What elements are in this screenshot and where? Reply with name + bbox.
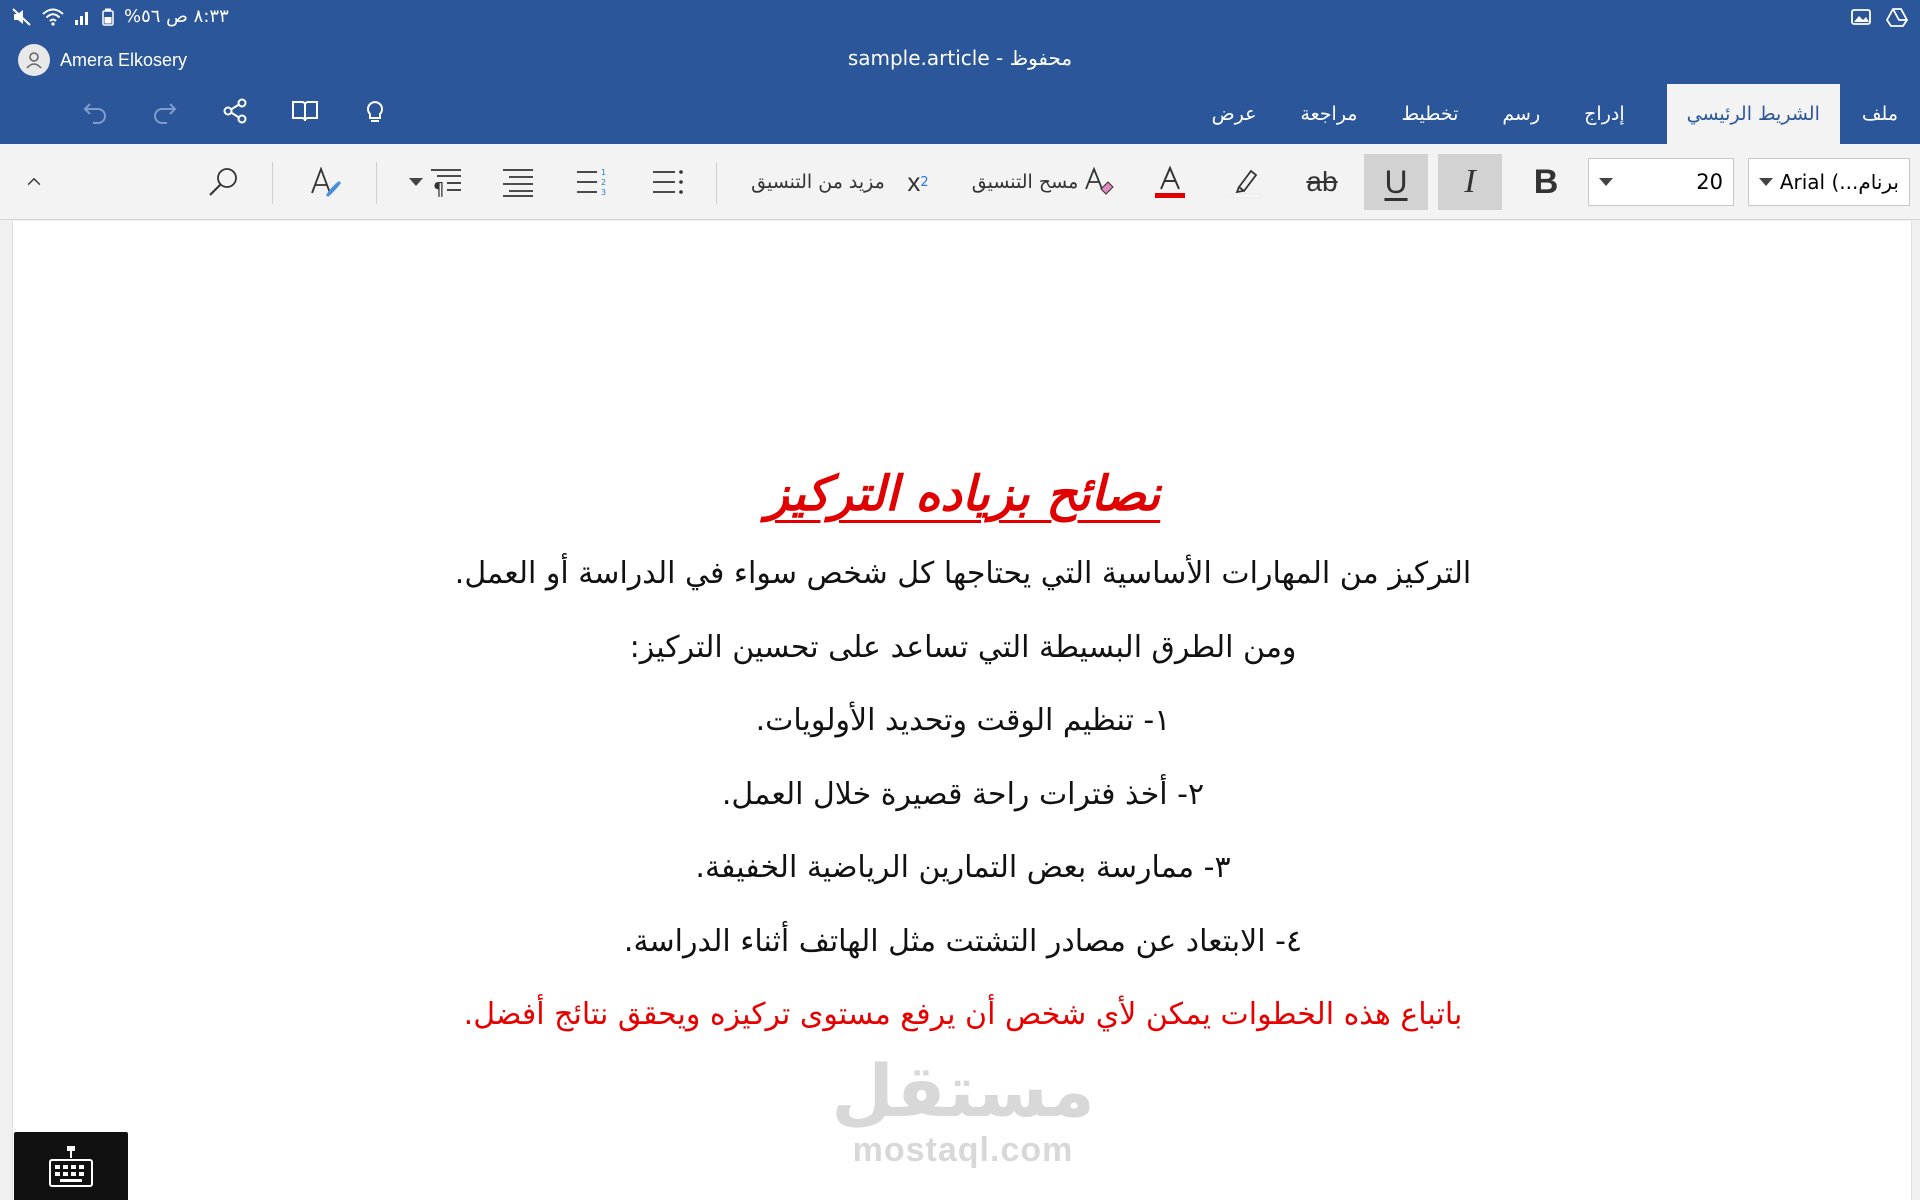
ribbon-separator [376, 162, 377, 204]
more-formatting-label: مزيد من التنسيق [751, 171, 885, 193]
paragraph-direction-dropdown[interactable] [396, 154, 476, 210]
strikethrough-button[interactable] [1290, 154, 1354, 210]
more-formatting-button[interactable] [746, 154, 890, 210]
bold-button[interactable] [1510, 154, 1582, 210]
undo-button[interactable] [80, 96, 110, 126]
eraser-icon [1082, 165, 1116, 199]
quick-access-toolbar [80, 96, 390, 126]
bold-label: B [1533, 162, 1559, 201]
conclusion-paragraph: باتباع هذه الخطوات يمكن لأي شخص أن يرفع مستوى تركيزه ويحقق نتائج أفضل. [463, 997, 1463, 1032]
undo-icon [81, 97, 109, 125]
tab-home[interactable]: الشريط الرئيسي [1667, 84, 1840, 144]
ribbon-home [0, 144, 1920, 220]
battery-icon [102, 8, 114, 26]
list-item: ٣- ممارسة بعض التمارين الرياضية الخفيفة. [695, 850, 1231, 885]
document-title: sample.article - محفوظ [847, 46, 1073, 70]
reading-mode-button[interactable] [290, 96, 320, 126]
ribbon-tabs [1190, 84, 1920, 144]
keyboard-icon [47, 1144, 95, 1188]
styles-icon [309, 165, 343, 199]
highlighter-icon [1229, 165, 1263, 199]
font-name-dropdown[interactable] [1748, 158, 1910, 206]
list-item: ٤- الابتعاد عن مصادر التشتت مثل الهاتف أثناء الدراسة. [623, 923, 1303, 959]
search-icon [207, 165, 241, 199]
svg-text:¶: ¶ [433, 179, 445, 199]
ribbon-separator [272, 162, 273, 204]
svg-text:1: 1 [601, 168, 607, 177]
chevron-down-icon [409, 178, 423, 186]
drive-icon [1886, 6, 1908, 28]
font-color-icon [1153, 165, 1187, 199]
ribbon-separator [716, 162, 717, 204]
font-name-value: برنام...) Arial [1779, 170, 1899, 194]
highlight-button[interactable] [1214, 154, 1278, 210]
document-content [13, 451, 1913, 1052]
tab-layout[interactable]: تخطيط [1401, 103, 1459, 125]
paragraph: ومن الطرق البسيطة التي تساعد على تحسين التركيز: [629, 629, 1297, 665]
numbered-list-icon [575, 165, 609, 199]
tab-insert[interactable]: إدراج [1584, 103, 1625, 125]
italic-button[interactable] [1438, 154, 1502, 210]
bullet-list-icon [651, 165, 685, 199]
wifi-icon [42, 8, 64, 26]
chevron-down-icon [1759, 178, 1773, 186]
document-canvas [0, 221, 1920, 1200]
book-icon [291, 97, 319, 125]
font-size-dropdown[interactable] [1588, 158, 1734, 206]
collapse-ribbon-button[interactable] [14, 154, 54, 210]
mute-icon [12, 8, 32, 26]
signal-icon [74, 9, 92, 25]
italic-label: I [1464, 163, 1476, 200]
font-size-value: 20 [1696, 170, 1723, 194]
tell-me-button[interactable] [360, 96, 390, 126]
share-icon [221, 97, 249, 125]
chevron-down-icon [1599, 178, 1613, 186]
watermark-arabic: مستقل [831, 1049, 1095, 1133]
status-icons-right [1850, 6, 1908, 28]
find-button[interactable] [196, 154, 252, 210]
tab-view[interactable]: عرض [1211, 103, 1257, 125]
subscript-label: x [907, 166, 921, 197]
list-item: ٢- أخذ فترات راحة قصيرة خلال العمل. [721, 776, 1205, 812]
svg-text:2: 2 [601, 178, 607, 187]
paragraph: التركيز من المهارات الأساسية التي يحتاجها كل شخص سواء في الدراسة أو العمل. [454, 556, 1472, 591]
status-text: ٨:٣٣ ص ٥٦% [124, 6, 229, 27]
underline-button[interactable] [1364, 154, 1428, 210]
tab-draw[interactable]: رسم [1502, 103, 1541, 125]
share-button[interactable] [220, 96, 250, 126]
account-name: Amera Elkosery [60, 49, 188, 70]
redo-button[interactable] [150, 96, 180, 126]
clear-formatting-button[interactable] [964, 154, 1124, 210]
underline-label: U [1384, 163, 1408, 200]
paragraph-rtl-icon [429, 165, 463, 199]
keyboard-toggle-button[interactable] [14, 1132, 128, 1200]
styles-button[interactable] [296, 154, 356, 210]
watermark [13, 1051, 1913, 1170]
align-right-icon [501, 165, 535, 199]
strikethrough-label: ab [1306, 166, 1338, 197]
bullets-button[interactable] [640, 154, 696, 210]
watermark-latin: mostaql.com [852, 1131, 1074, 1169]
title-bar [0, 0, 1920, 144]
chevron-up-icon [23, 171, 45, 193]
numbering-button[interactable] [564, 154, 620, 210]
clear-formatting-label: مسح التنسيق [971, 171, 1079, 193]
document-page[interactable] [12, 221, 1912, 1200]
tab-review[interactable]: مراجعة [1300, 103, 1358, 125]
lightbulb-icon [361, 97, 389, 125]
gallery-icon [1850, 6, 1872, 28]
subscript-digit: 2 [920, 174, 929, 190]
redo-icon [151, 97, 179, 125]
status-bar [12, 6, 229, 27]
document-heading: نصائح بزياده التركيز [765, 466, 1161, 522]
font-color-button[interactable] [1138, 154, 1202, 210]
tab-file[interactable]: ملف [1861, 103, 1898, 125]
svg-text:3: 3 [601, 188, 607, 197]
list-item: ١- تنظيم الوقت وتحديد الأولويات. [755, 703, 1171, 738]
subscript-button[interactable] [900, 154, 936, 210]
align-right-button[interactable] [490, 154, 546, 210]
